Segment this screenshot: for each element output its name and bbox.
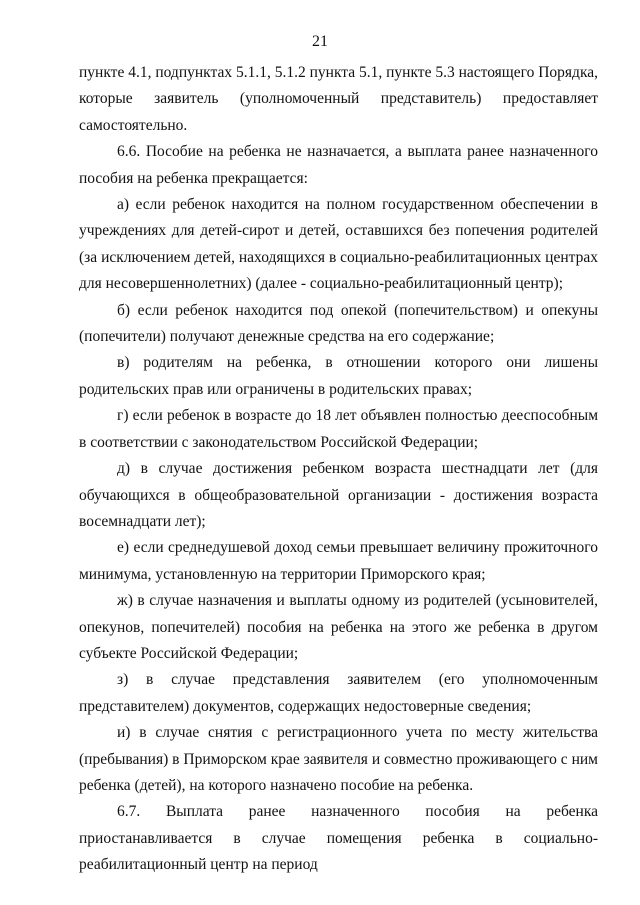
paragraph-item-a: а) если ребенок находится на полном государственном обеспечении в учреждениях для детей-сирот и детей, оставшихся без попечения родителей (за исключением детей, находящихся в социально-реабилитационных центрах для несовершеннолетних) (далее - социально-реабилитационный центр); <box>79 196 598 293</box>
paragraph-item-b: б) если ребенок находится под опекой (попечительством) и опекуны (попечители) получают денежные средства на его содержание; <box>79 301 598 346</box>
paragraph-6-6: 6.6. Пособие на ребенка не назначается, а выплата ранее назначенного пособия на ребенка прекращается: <box>79 143 598 187</box>
paragraph-continuation: пункте 4.1, подпунктах 5.1.1, 5.1.2 пункта 5.1, пункте 5.3 настоящего Порядка, которые заявитель (уполномоченный представитель) предоставляет самостоятельно. <box>79 64 598 134</box>
paragraph-item-i: и) в случае снятия с регистрационного учета по месту жительства (пребывания) в Приморском крае заявителя и совместно проживающего с ним ребенка (детей), на которого назначено пособие на ребенка. <box>79 724 598 794</box>
paragraph-item-e: е) если среднедушевой доход семьи превышает величину прожиточного минимума, установленную на территории Приморского края; <box>79 539 598 583</box>
page-number: 21 <box>312 33 328 50</box>
paragraph-item-zh: ж) в случае назначения и выплаты одному из родителей (усыновителей, опекунов, попечителей) пособия на ребенка на этого же ребенка в другом субъекте Российской Федерации; <box>79 592 598 662</box>
paragraph-6-7: 6.7. Выплата ранее назначенного пособия на ребенка приостанавливается в случае помещения ребенка в социально-реабилитационный центр на период <box>79 803 598 874</box>
paragraph-item-g: г) если ребенок в возрасте до 18 лет объявлен полностью дееспособным в соответствии с законодательством Российской Федерации; <box>79 407 598 451</box>
paragraph-item-v: в) родителям на ребенка, в отношении которого они лишены родительских прав или ограничены в родительских правах; <box>79 354 598 398</box>
paragraph-item-z: з) в случае представления заявителем (его уполномоченным представителем) документов, содержащих недостоверные сведения; <box>79 671 598 715</box>
paragraph-item-d: д) в случае достижения ребенком возраста шестнадцати лет (для обучающихся в общеобразовательной организации - достижения возраста восемнадцати лет); <box>79 460 598 530</box>
document-body <box>79 60 598 879</box>
